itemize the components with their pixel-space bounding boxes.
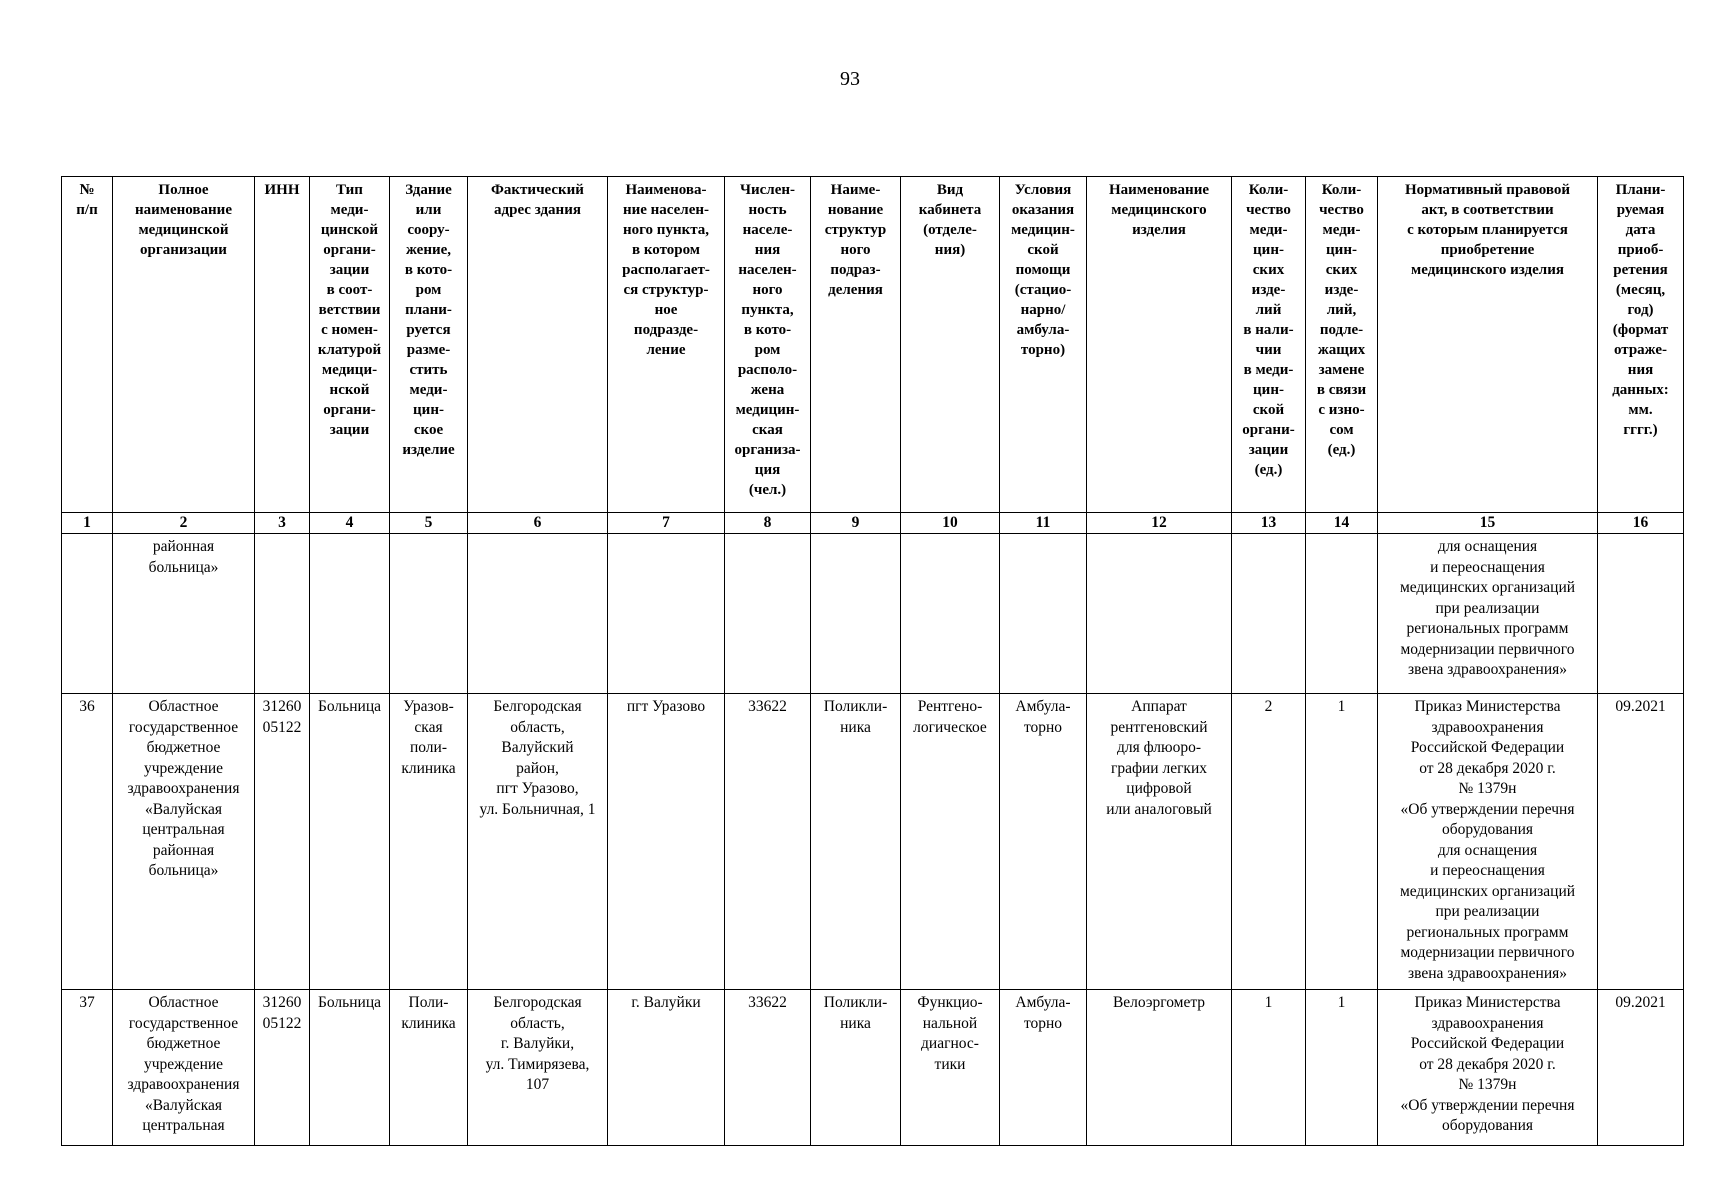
equipment-table [61,176,1684,1146]
column-number: 10 [901,513,1000,534]
devices-to-replace [1306,534,1378,694]
table-row [62,694,1684,990]
column-number: 12 [1087,513,1232,534]
header-cell: Наименование медицинского изделия [1087,177,1232,513]
population: 33622 [725,990,811,1146]
table-row [62,534,1684,694]
column-number: 4 [310,513,390,534]
header-cell: Наиме- нование структур ного подраз- деления [811,177,901,513]
population: 33622 [725,694,811,990]
care-conditions: Амбула- торно [1000,990,1087,1146]
header-cell: Плани- руемая дата приоб- ретения (месяц, год) (формат отраже- ния данных: мм. гггг.) [1598,177,1684,513]
legal-act: Приказ Министерства здравоохранения Российской Федерации от 28 декабря 2020 г. № 1379н «Об утверждении перечня оборудования для оснащения и переоснащения медицинских организаций при реализации региональных программ модернизации первичного звена здравоохранения» [1378,694,1598,990]
devices-to-replace: 1 [1306,990,1378,1146]
header-cell: ИНН [255,177,310,513]
column-number: 7 [608,513,725,534]
building: Уразов- ская поли- клиника [390,694,468,990]
population [725,534,811,694]
column-number: 15 [1378,513,1598,534]
column-number: 3 [255,513,310,534]
column-number: 9 [811,513,901,534]
devices-to-replace: 1 [1306,694,1378,990]
inn: 31260 05122 [255,990,310,1146]
devices-available [1232,534,1306,694]
devices-available: 1 [1232,990,1306,1146]
column-number: 8 [725,513,811,534]
devices-available: 2 [1232,694,1306,990]
subdivision: Поликли- ника [811,694,901,990]
care-conditions: Амбула- торно [1000,694,1087,990]
header-cell: Фактический адрес здания [468,177,608,513]
row-number [62,534,113,694]
header-cell: Здание или соору- жение, в кото- ром плани- руется разме- стить меди- цин- ское изделие [390,177,468,513]
organization-type [310,534,390,694]
building: Поли- клиника [390,990,468,1146]
organization-name: Областное государственное бюджетное учреждение здравоохранения «Валуйская центральная [113,990,255,1146]
inn [255,534,310,694]
inn: 31260 05122 [255,694,310,990]
care-conditions [1000,534,1087,694]
header-cell: Вид кабинета (отделе- ния) [901,177,1000,513]
cabinet-type [901,534,1000,694]
subdivision: Поликли- ника [811,990,901,1146]
header-cell: Наименова- ние населен- ного пункта, в котором располагает- ся структур- ное подразде- ление [608,177,725,513]
column-number: 5 [390,513,468,534]
address [468,534,608,694]
planned-date [1598,534,1684,694]
row-number: 37 [62,990,113,1146]
organization-name: районная больница» [113,534,255,694]
column-number-row [62,513,1684,534]
header-cell: Коли- чество меди- цин- ских изде- лий, подле- жащих замене в связи с изно- сом (ед.) [1306,177,1378,513]
settlement [608,534,725,694]
page-number: 93 [840,68,860,90]
column-number: 14 [1306,513,1378,534]
address: Белгородская область, г. Валуйки, ул. Тимирязева, 107 [468,990,608,1146]
address: Белгородская область, Валуйский район, пгт Уразово, ул. Больничная, 1 [468,694,608,990]
header-cell: Тип меди- цинской органи- зации в соот- ветствии с номен- клатурой медици- нской органи- зации [310,177,390,513]
header-cell: Нормативный правовой акт, в соответствии с которым планируется приобретение медицинского изделия [1378,177,1598,513]
cabinet-type: Рентгено- логическое [901,694,1000,990]
table-row [62,990,1684,1146]
legal-act: Приказ Министерства здравоохранения Российской Федерации от 28 декабря 2020 г. № 1379н «Об утверждении перечня оборудования [1378,990,1598,1146]
planned-date: 09.2021 [1598,694,1684,990]
column-number: 6 [468,513,608,534]
column-number: 16 [1598,513,1684,534]
header-cell: Коли- чество меди- цин- ских изде- лий в нали- чии в меди- цин- ской органи- зации (ед.) [1232,177,1306,513]
device-name: Велоэргометр [1087,990,1232,1146]
column-number: 1 [62,513,113,534]
organization-type: Больница [310,990,390,1146]
organization-name: Областное государственное бюджетное учреждение здравоохранения «Валуйская центральная районная больница» [113,694,255,990]
device-name [1087,534,1232,694]
column-number: 13 [1232,513,1306,534]
subdivision [811,534,901,694]
header-cell: Условия оказания медицин- ской помощи (стацио- нарно/ амбула- торно) [1000,177,1087,513]
column-number: 2 [113,513,255,534]
legal-act: для оснащения и переоснащения медицинских организаций при реализации региональных программ модернизации первичного звена здравоохранения» [1378,534,1598,694]
settlement: г. Валуйки [608,990,725,1146]
cabinet-type: Функцио- нальной диагнос- тики [901,990,1000,1146]
row-number: 36 [62,694,113,990]
organization-type: Больница [310,694,390,990]
building [390,534,468,694]
planned-date: 09.2021 [1598,990,1684,1146]
column-number: 11 [1000,513,1087,534]
settlement: пгт Уразово [608,694,725,990]
header-cell: Числен- ность населе- ния населен- ного пункта, в кото- ром располо- жена медицин- ская организа- ция (чел.) [725,177,811,513]
table-header-row [62,177,1684,513]
header-cell: Полное наименование медицинской организации [113,177,255,513]
header-cell: № п/п [62,177,113,513]
device-name: Аппарат рентгеновский для флюоро- графии легких цифровой или аналоговый [1087,694,1232,990]
